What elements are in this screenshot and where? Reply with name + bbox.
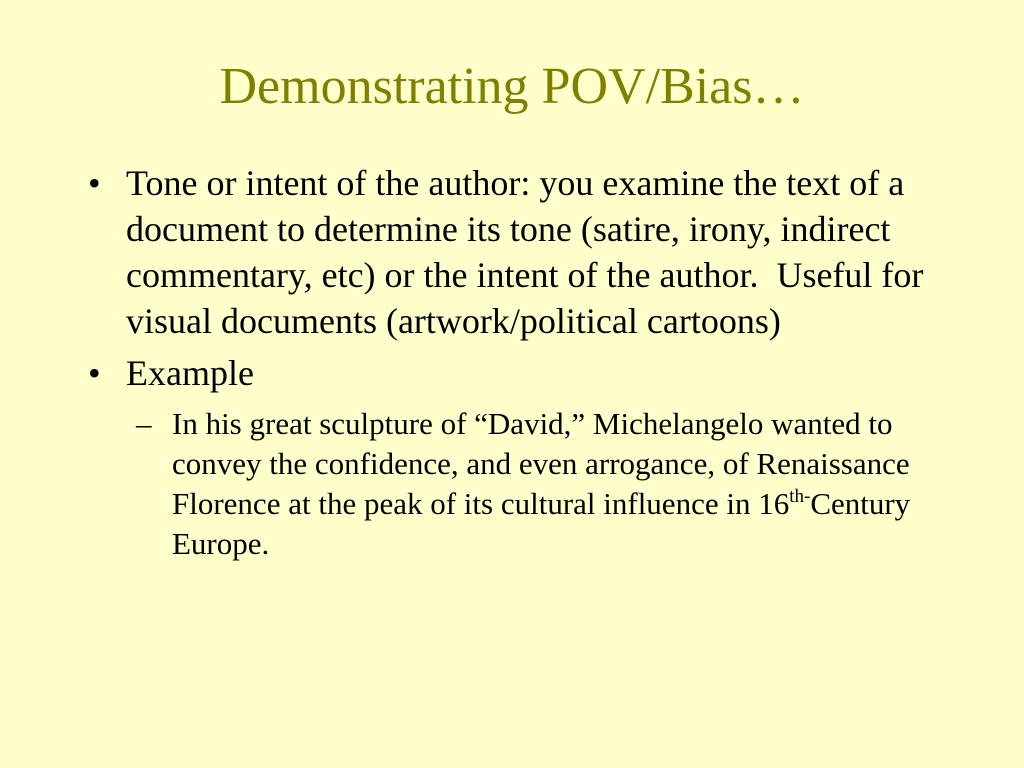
sub-bullet-text-start: In his great sculpture of “David,” Michelangelo wanted to convey the confidence, and even arrogance, of Renaissance Florence at the peak of its cultural influence in 16 <box>172 406 910 521</box>
bullet-marker: • <box>88 163 101 203</box>
bullet-text: Example <box>126 353 254 393</box>
example-sub-list <box>126 404 948 564</box>
slide-body <box>88 160 948 564</box>
bullet-tone-or-intent <box>88 160 948 344</box>
bullet-marker: • <box>88 353 101 393</box>
sub-bullet-david <box>126 404 948 564</box>
bullet-text: Tone or intent of the author: you examine the text of a document to determine its tone (satire, irony, indirect commentary, etc) or the intent of the author. Useful for visual documents (artwork/political cartoons) <box>126 163 924 341</box>
bullet-example <box>88 350 948 396</box>
slide-title: Demonstrating POV/Bias… <box>219 58 805 115</box>
ordinal-superscript: th- <box>789 486 811 507</box>
sub-bullet-marker: – <box>136 406 152 441</box>
sub-bullet-text-end: Century Europe. <box>172 486 911 561</box>
